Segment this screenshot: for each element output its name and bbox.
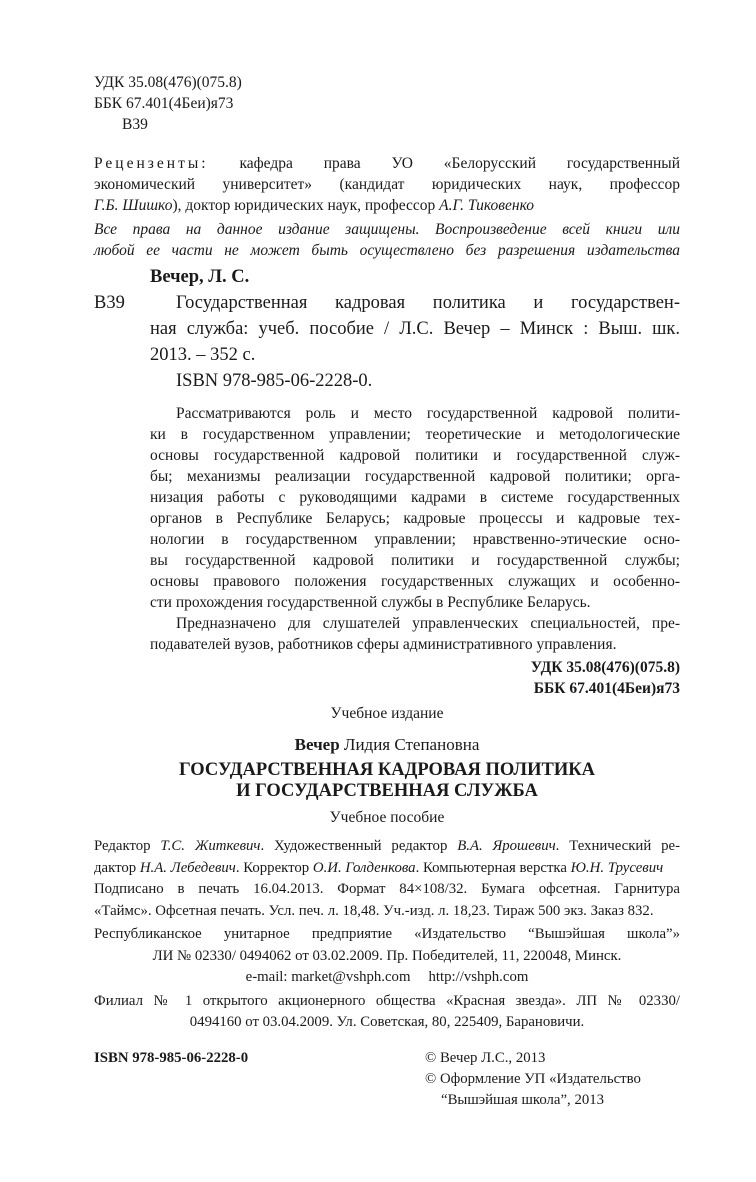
credits-text: дактор: [94, 859, 140, 876]
catalog-code: В39: [94, 293, 125, 313]
abstract-line: Рассматриваются роль и место государственной кадровой полити-: [176, 405, 680, 422]
title-page: [94, 72, 680, 1114]
proofreader-name: О.И. Голденкова: [312, 859, 416, 876]
bbk-code-bold: ББК 67.401(4Беи)я73: [533, 680, 680, 697]
edition-type: Учебное издание: [330, 705, 444, 722]
reviewer-name-1: Г.Б. Шишко: [94, 197, 173, 214]
editor-name: Т.С. Житкевич: [160, 838, 261, 854]
copyright-publisher: “Вышэйшая школа”, 2013: [441, 1091, 605, 1108]
tech-editor-name: Н.А. Лебедевич: [139, 859, 236, 876]
abstract-line: низация работы с руководящими кадрами в системе государственных: [150, 489, 680, 506]
rights-notice: [94, 219, 680, 261]
print-line-1: Подписано в печать 16.04.2013. Формат 84×108/32. Бумага офсетная. Гарнитура: [94, 881, 680, 897]
credits-text: . Корректор: [235, 859, 313, 876]
publisher-email: e-mail: market@vshph.com: [245, 969, 411, 985]
abstract-line: основы государственной кадровой политики и государственной служ-: [150, 447, 680, 464]
credits-line-1: [94, 836, 680, 858]
credits-text: . Технический ре-: [555, 838, 681, 854]
book-title-2: И ГОСУДАРСТВЕННАЯ СЛУЖБА: [236, 781, 538, 801]
abstract-line: нологии в государственном управлении; нравственно-этические осно-: [150, 531, 680, 548]
index-block-top: [94, 72, 680, 135]
catalog-title-row: [94, 290, 680, 316]
footer-block: [94, 1048, 680, 1114]
credits-text: . Компьютерная верстка: [415, 859, 571, 876]
udk-code: УДК 35.08(476)(075.8): [94, 74, 242, 91]
reviewers-line-2: экономический университет» (кандидат юридических наук, профессор: [94, 176, 680, 193]
reviewers-line-3: [94, 195, 680, 216]
reviewer-name-2: А.Г. Тиковенко: [439, 197, 534, 214]
credits-line-2: [94, 858, 680, 880]
catalog-title-2: ная служба: учеб. пособие / Л.С. Вечер – Минск : Выш. шк.: [150, 319, 680, 339]
reviewers-text-1: кафедра права УО «Белорусский государственный: [239, 155, 681, 172]
credits-text: . Художественный редактор: [260, 838, 458, 854]
reviewers-block: [94, 153, 680, 216]
abstract-line: сти прохождения государственной службы в Республике Беларусь.: [150, 594, 591, 611]
publisher-line-2: ЛИ № 02330/ 0494062 от 03.02.2009. Пр. Победителей, 11, 220048, Минск.: [152, 947, 622, 964]
reviewers-label: Рецензенты:: [94, 155, 209, 172]
abstract-line: бы; механизмы реализации государственной кадровой политики; орга-: [150, 468, 680, 485]
catalog-author: Вечер, Л. С.: [150, 267, 250, 287]
publisher-contacts: [94, 967, 680, 989]
printer-line-2: 0494160 от 03.04.2009. Ул. Советская, 80, 225409, Барановичи.: [189, 1014, 585, 1030]
author-given-names: Лидия Степановна: [339, 735, 480, 754]
abstract-block: [94, 403, 680, 655]
abstract-line: основы правового положения государственных служащих и особенно-: [150, 573, 680, 590]
footer-isbn: ISBN 978-985-06-2228-0: [94, 1049, 249, 1066]
rights-line-2: любой ее части не может быть осуществлено без разрешения издательства: [94, 242, 680, 259]
copyright-design: © Оформление УП «Издательство: [425, 1070, 641, 1087]
printer-line-1: Филиал № 1 открытого акционерного общества «Красная звезда». ЛП № 02330/: [94, 992, 680, 1009]
author-last-name: Вечер: [294, 735, 340, 754]
bbk-code: ББК 67.401(4Беи)я73: [94, 95, 234, 112]
abstract-line: ки в государственном управлении; теоретические и методологические: [150, 426, 680, 443]
author-sign: В39: [122, 116, 148, 133]
catalog-title-1: Государственная кадровая политика и государствен-: [176, 293, 680, 313]
purpose-line-1: Предназначено для слушателей управленческих специальностей, пре-: [176, 615, 680, 632]
edition-author: [94, 733, 680, 757]
copyright-author: © Вечер Л.С., 2013: [425, 1049, 546, 1066]
print-line-2: «Таймс». Офсетная печать. Усл. печ. л. 18,48. Уч.-изд. л. 18,23. Тираж 500 экз. Заказ 832.: [94, 902, 654, 919]
abstract-line: вы государственной кадровой политики и государственной службы;: [150, 552, 680, 569]
credits-text: Редактор: [94, 838, 161, 854]
reviewers-text-3: ), доктор юридических наук, профессор: [172, 197, 440, 214]
book-title-1: ГОСУДАРСТВЕННАЯ КАДРОВАЯ ПОЛИТИКА: [178, 760, 595, 780]
edition-block: [94, 703, 680, 828]
credits-block: [94, 836, 680, 1034]
udk-code-bold: УДК 35.08(476)(075.8): [530, 659, 680, 676]
index-block-right: [94, 657, 680, 699]
purpose-line-2: подавателей вузов, работников сферы административного управления.: [150, 636, 617, 653]
layout-name: Ю.Н. Трусевич: [570, 859, 664, 876]
reviewers-line-1: [94, 153, 680, 174]
catalog-isbn: ISBN 978-985-06-2228-0.: [176, 371, 373, 391]
rights-line-1: Все права на данное издание защищены. Воспроизведение всей книги или: [94, 221, 680, 238]
publisher-line-1: Республиканское унитарное предприятие «Издательство “Вышэйшая школа”»: [94, 926, 680, 942]
book-subtitle: Учебное пособие: [329, 809, 445, 826]
abstract-line: органов в Республике Беларусь; кадровые процессы и кадровые тех-: [150, 510, 680, 527]
art-editor-name: В.А. Ярошевич: [457, 838, 556, 854]
catalog-title-3: 2013. – 352 с.: [150, 345, 256, 365]
catalog-card: [94, 264, 680, 394]
publisher-site: http://vshph.com: [428, 969, 529, 985]
